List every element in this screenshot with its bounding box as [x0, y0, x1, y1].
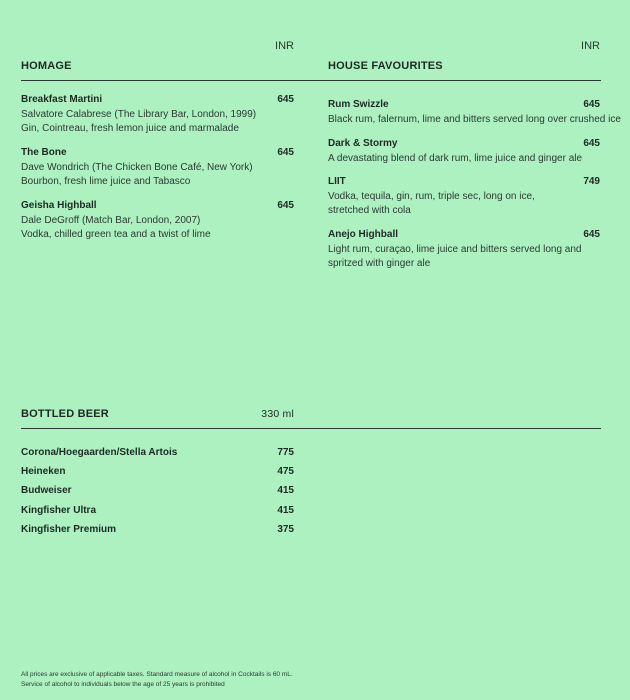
item-description: Dale DeGroff (Match Bar, London, 2007) [21, 215, 201, 226]
item-name: Corona/Hoegaarden/Stella Artois [21, 447, 178, 458]
section-divider-beer [21, 428, 601, 429]
section-divider-top [21, 80, 601, 81]
item-price: 645 [583, 138, 600, 149]
house-favourites-section-title: HOUSE FAVOURITES [328, 60, 443, 72]
item-name: Kingfisher Ultra [21, 505, 97, 516]
item-price: 645 [277, 200, 294, 211]
item-description: spritzed with ginger ale [328, 258, 431, 269]
homage-currency-label: INR [275, 40, 294, 52]
item-description: Dave Wondrich (The Chicken Bone Café, New York) [21, 162, 253, 173]
item-name: Kingfisher Premium [21, 524, 117, 535]
item-name: LIIT [328, 176, 346, 187]
item-price: 775 [277, 447, 294, 458]
item-price: 475 [277, 466, 294, 477]
item-description: Black rum, falernum, lime and bitters served long over crushed ice [328, 114, 621, 125]
item-price: 375 [277, 524, 294, 535]
footer-note [21, 670, 293, 689]
item-price: 645 [277, 94, 294, 105]
item-price: 415 [277, 505, 294, 516]
item-price: 645 [583, 99, 600, 110]
house-currency-label: INR [581, 40, 600, 52]
footer-line-age: Service of alcohol to individuals below the age of 25 years is prohibited [21, 680, 225, 688]
item-name: The Bone [21, 147, 67, 158]
item-description: Salvatore Calabrese (The Library Bar, London, 1999) [21, 109, 257, 120]
item-price: 415 [277, 485, 294, 496]
item-name: Breakfast Martini [21, 94, 103, 105]
item-description: A devastating blend of dark rum, lime juice and ginger ale [328, 153, 583, 164]
item-description: Light rum, curaçao, lime juice and bitters served long and [328, 244, 582, 255]
item-description: Vodka, chilled green tea and a twist of lime [21, 229, 211, 240]
item-description: stretched with cola [328, 205, 411, 216]
footer-line-taxes: All prices are exclusive of applicable taxes. Standard measure of alcohol in Cocktails is 60 mL. [21, 671, 293, 678]
item-name: Dark & Stormy [328, 138, 398, 149]
item-price: 749 [583, 176, 600, 187]
item-name: Rum Swizzle [328, 99, 389, 110]
beer-volume-label: 330 ml [261, 408, 294, 420]
item-name: Geisha Highball [21, 200, 97, 211]
item-name: Anejo Highball [328, 229, 398, 240]
item-price: 645 [277, 147, 294, 158]
bottled-beer-section-title: BOTTLED BEER [21, 408, 109, 420]
homage-section-title: HOMAGE [21, 60, 72, 72]
item-description: Bourbon, fresh lime juice and Tabasco [21, 176, 191, 187]
item-description: Gin, Cointreau, fresh lemon juice and marmalade [21, 123, 239, 134]
item-name: Budweiser [21, 485, 72, 496]
item-price: 645 [583, 229, 600, 240]
item-description: Vodka, tequila, gin, rum, triple sec, long on ice, [328, 191, 535, 202]
item-name: Heineken [21, 466, 66, 477]
